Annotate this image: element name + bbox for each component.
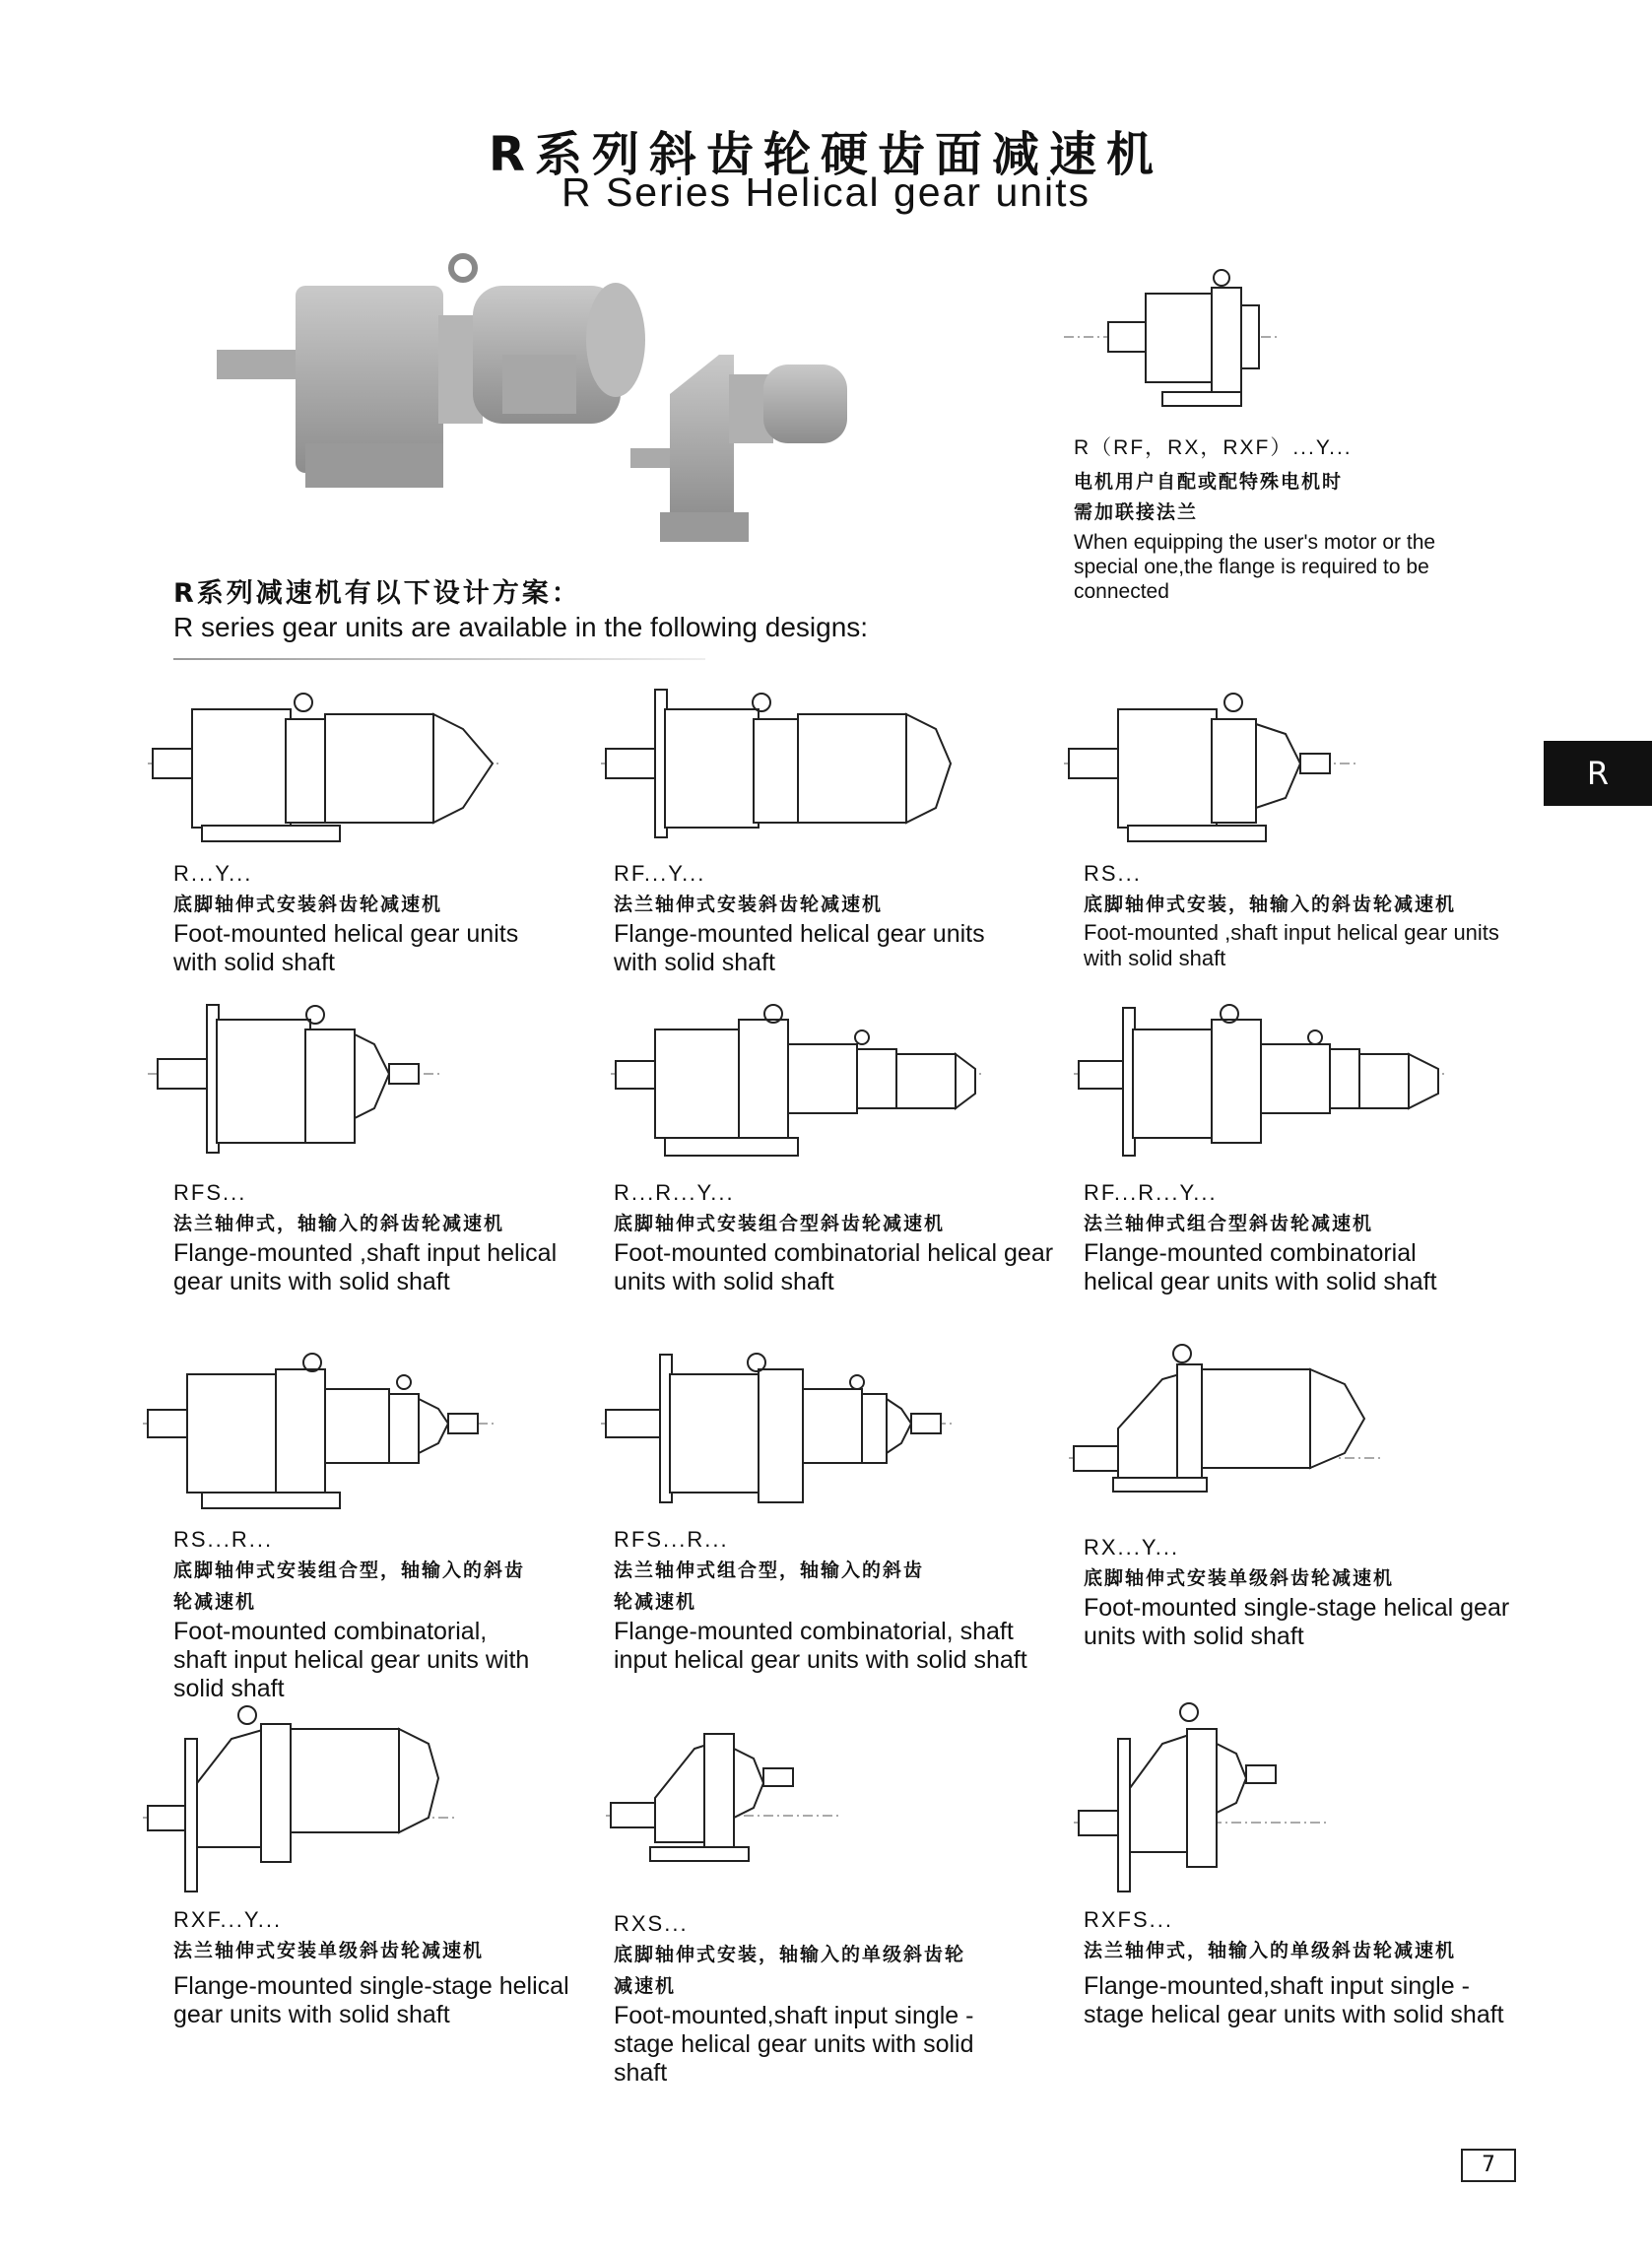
design-en: Flange-mounted combinatorial, shaft input helical gear units with solid shaft: [614, 1618, 1027, 1674]
design-cn: 底脚轴伸式安装单级斜齿轮减速机: [1084, 1567, 1395, 1589]
design-cn: 底脚轴伸式安装，轴输入的单级斜齿轮减速机: [614, 1944, 966, 1997]
design-code: RF...Y...: [614, 861, 706, 886]
drawing-rxfs: [1074, 1694, 1330, 1901]
drawing-rs-r: [143, 1345, 497, 1512]
drawing-rx-y: [1069, 1340, 1384, 1497]
design-en: Flange-mounted,shaft input single -stage helical gear units with solid shaft: [1084, 1972, 1504, 2028]
design-code: RFS...R...: [614, 1527, 729, 1552]
design-item: [173, 859, 587, 977]
design-en: Foot-mounted combinatorial, shaft input helical gear units with solid shaft: [173, 1618, 530, 1702]
design-code: RXFS...: [1084, 1907, 1174, 1932]
design-cn: 法兰轴伸式安装斜齿轮减速机: [614, 894, 884, 915]
design-cn: 法兰轴伸式，轴输入的斜齿轮减速机: [173, 1213, 505, 1234]
intro-cn: R系列减速机有以下设计方案：: [173, 578, 581, 609]
page-title-cn: R系列斜齿轮硬齿面减速机: [489, 127, 1163, 182]
design-item: [614, 1525, 1027, 1675]
design-en: Foot-mounted,shaft input single -stage helical gear units with solid shaft: [614, 2002, 974, 2087]
design-item: [614, 859, 1027, 977]
flange-note: [1074, 431, 1497, 604]
design-item: [173, 1905, 587, 2029]
drawing-rs: [1064, 680, 1359, 847]
flange-adapter-drawing: [1064, 266, 1281, 414]
design-item: [1084, 1905, 1517, 2029]
design-item: [1084, 1533, 1527, 1651]
flange-note-code: R（RF，RX，RXF）...Y...: [1074, 436, 1353, 459]
design-item: [1084, 859, 1517, 971]
design-code: R...R...Y...: [614, 1180, 735, 1205]
design-en: Foot-mounted ,shaft input helical gear units with solid shaft: [1084, 920, 1499, 970]
drawing-rxs: [606, 1719, 842, 1887]
design-code: RF...R...Y...: [1084, 1180, 1218, 1205]
design-code: RS...: [1084, 861, 1142, 886]
design-code: RS...R...: [173, 1527, 274, 1552]
section-tab: R: [1544, 741, 1652, 806]
design-cn: 法兰轴伸式组合型斜齿轮减速机: [1084, 1213, 1374, 1234]
design-code: RXF...Y...: [173, 1907, 283, 1932]
design-cn: 底脚轴伸式安装组合型，轴输入的斜齿轮减速机: [173, 1560, 526, 1613]
drawing-rfs-r: [601, 1345, 956, 1512]
design-en: Flange-mounted single-stage helical gear units with solid shaft: [173, 1972, 569, 2028]
design-cn: 底脚轴伸式安装斜齿轮减速机: [173, 894, 443, 915]
design-cn: 底脚轴伸式安装组合型斜齿轮减速机: [614, 1213, 946, 1234]
design-item: [614, 1178, 1057, 1296]
design-cn: 法兰轴伸式安装单级斜齿轮减速机: [173, 1940, 485, 1961]
flange-note-en: When equipping the user's motor or the special one,the flange is required to be connected: [1074, 531, 1436, 603]
design-code: RXS...: [614, 1911, 689, 1936]
design-en: Foot-mounted single-stage helical gear units with solid shaft: [1084, 1594, 1510, 1650]
intro-en: R series gear units are available in the following designs:: [173, 612, 869, 642]
design-item: [614, 1909, 1027, 2088]
design-en: Flange-mounted helical gear units with solid shaft: [614, 920, 985, 976]
design-item: [173, 1178, 607, 1296]
flange-note-cn-line1: 电机用户自配或配特殊电机时: [1074, 471, 1344, 493]
design-cn: 法兰轴伸式，轴输入的单级斜齿轮减速机: [1084, 1940, 1457, 1961]
drawing-rxf-y: [143, 1699, 458, 1896]
product-photo-gear-units: [207, 246, 857, 621]
page-number: 7: [1461, 2149, 1516, 2182]
flange-note-cn-line2: 需加联接法兰: [1074, 501, 1199, 523]
design-en: Flange-mounted ,shaft input helical gear units with solid shaft: [173, 1239, 558, 1295]
design-cn: 法兰轴伸式组合型，轴输入的斜齿轮减速机: [614, 1560, 925, 1613]
drawing-rf-y: [601, 680, 956, 847]
design-item: [173, 1525, 567, 1703]
design-en: Foot-mounted combinatorial helical gear units with solid shaft: [614, 1239, 1054, 1295]
drawing-r-r-y: [611, 990, 985, 1167]
design-cn: 底脚轴伸式安装，轴输入的斜齿轮减速机: [1084, 894, 1457, 915]
design-code: RFS...: [173, 1180, 247, 1205]
design-code: R...Y...: [173, 861, 253, 886]
design-item: [1084, 1178, 1497, 1296]
drawing-rfs: [148, 990, 443, 1167]
drawing-rf-r-y: [1074, 990, 1448, 1167]
intro-divider: [173, 658, 705, 660]
page-title-en: R Series Helical gear units: [561, 169, 1091, 215]
design-en: Foot-mounted helical gear units with solid shaft: [173, 920, 519, 976]
design-code: RX...Y...: [1084, 1535, 1180, 1560]
drawing-r-y: [148, 680, 502, 847]
design-en: Flange-mounted combinatorial helical gear units with solid shaft: [1084, 1239, 1437, 1295]
